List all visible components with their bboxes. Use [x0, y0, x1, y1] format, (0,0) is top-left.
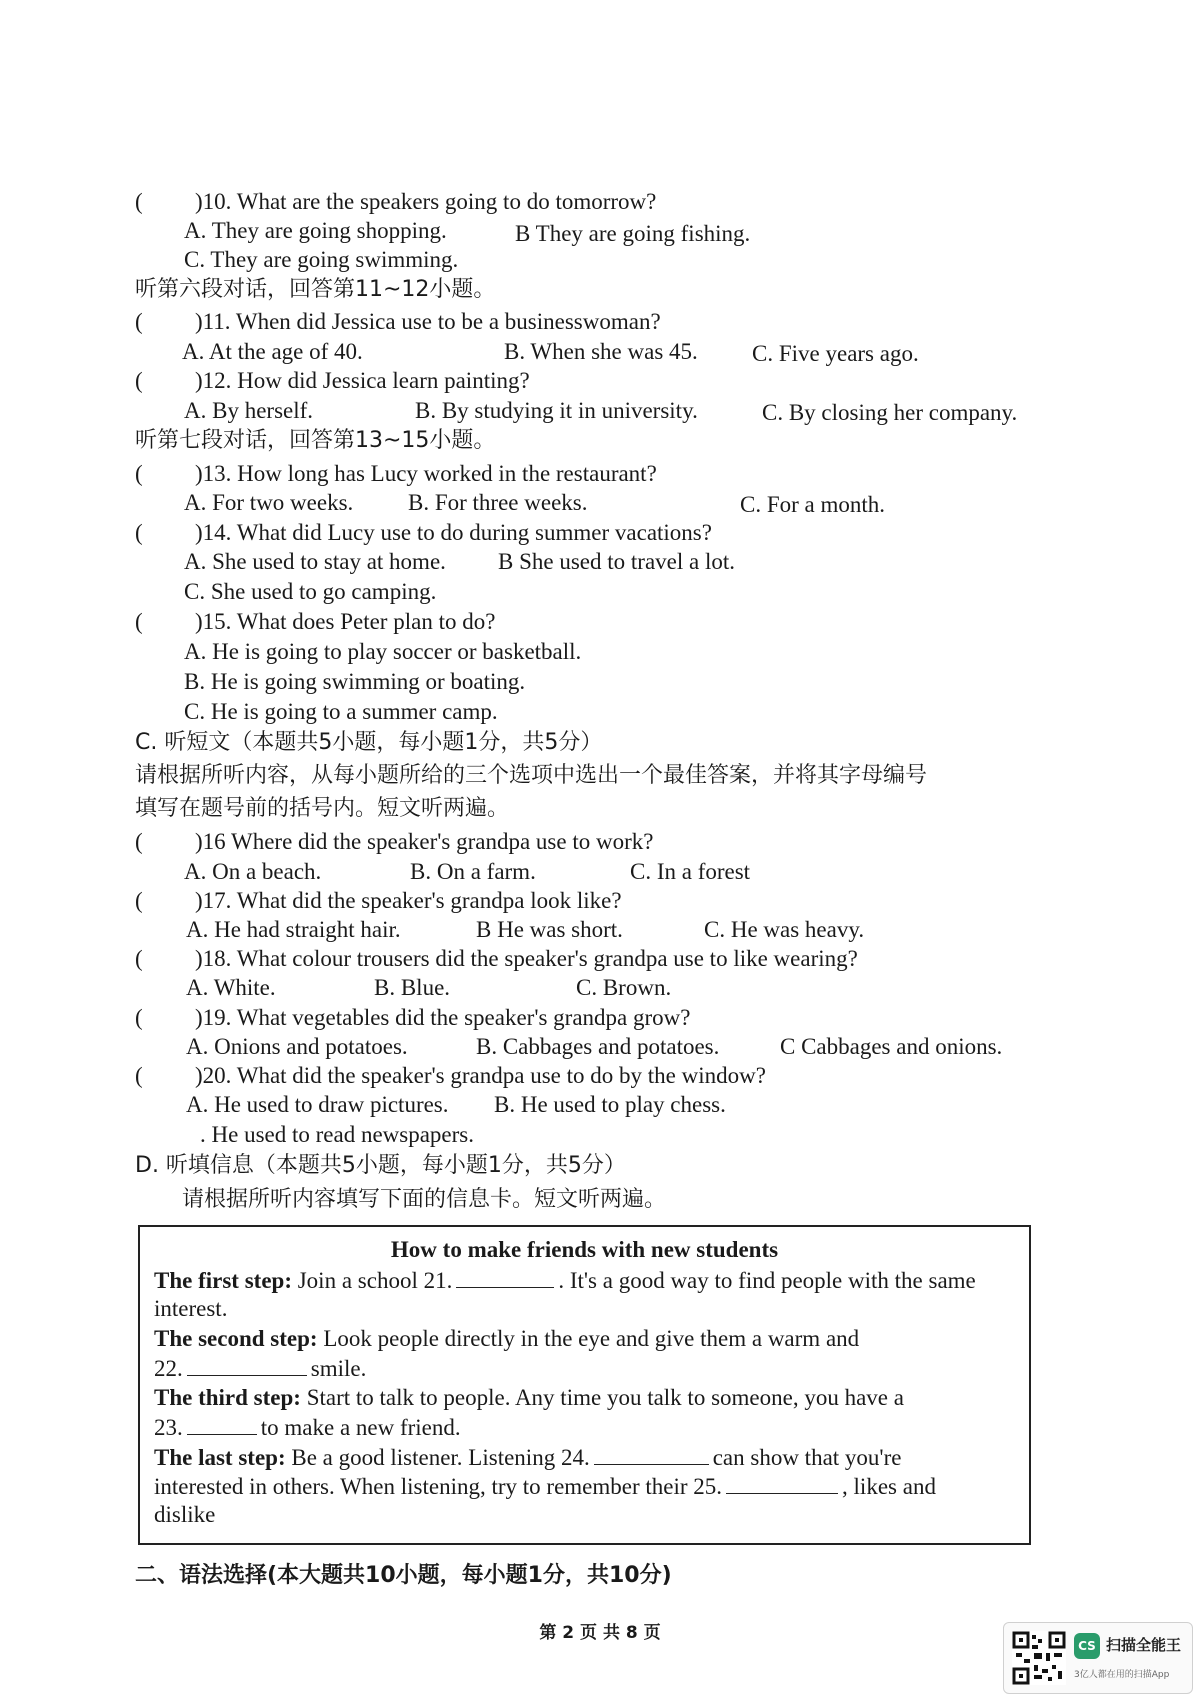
option-a: A. He had straight hair.	[186, 917, 401, 942]
option-c: C. Brown.	[576, 975, 672, 1000]
option-c: C. They are going swimming.	[184, 247, 459, 272]
question-text: )16 Where did the speaker's grandpa use to work?	[195, 829, 654, 854]
step-label: The third step:	[154, 1385, 301, 1410]
option-a: A. He is going to play soccer or basketball.	[184, 639, 582, 664]
question-text: )20. What did the speaker's grandpa use to do by the window?	[195, 1063, 766, 1088]
step-1	[154, 1265, 976, 1296]
step-3-cont	[154, 1412, 461, 1443]
option-c: C Cabbages and onions.	[780, 1034, 1003, 1059]
answer-paren[interactable]: (	[135, 609, 143, 634]
option-a: A. White.	[186, 975, 276, 1000]
answer-paren[interactable]: (	[135, 829, 143, 854]
option-b: B. When she was 45.	[504, 339, 698, 364]
option-a: A. Onions and potatoes.	[186, 1034, 408, 1059]
option-c: C. He was heavy.	[704, 917, 865, 942]
section-c-instructions: 请根据所听内容，从每小题所给的三个选项中选出一个最佳答案，并将其字母编号	[135, 763, 928, 788]
option-c: C. She used to go camping.	[184, 579, 437, 604]
answer-paren[interactable]: (	[135, 189, 143, 214]
step-text-cont: , likes and	[842, 1474, 936, 1499]
option-b: B. On a farm.	[410, 859, 536, 884]
step-text: interested in others. When listening, try to remember their 25.	[154, 1474, 723, 1499]
step-text: Start to talk to people. Any time you talk to someone, you have a	[306, 1385, 904, 1410]
option-a: A. He used to draw pictures.	[186, 1092, 449, 1117]
option-c: C. By closing her company.	[762, 400, 1018, 425]
step-1-cont: interest.	[154, 1296, 228, 1321]
step-2	[154, 1324, 859, 1354]
option-b: B. He is going swimming or boating.	[184, 669, 526, 694]
step-text: Look people directly in the eye and give them a warm and	[323, 1326, 860, 1351]
blank-number: 23.	[154, 1415, 183, 1440]
question-14	[135, 518, 712, 548]
question-16	[135, 827, 653, 857]
question-15	[135, 607, 495, 637]
option-b: B. Blue.	[374, 975, 451, 1000]
step-4-end: dislike	[154, 1502, 216, 1527]
answer-paren[interactable]: (	[135, 368, 143, 393]
question-text: )11. When did Jessica use to be a businesswoman?	[195, 309, 661, 334]
step-2-cont	[154, 1353, 366, 1384]
camscanner-logo: CS	[1074, 1633, 1100, 1659]
option-b: B They are going fishing.	[515, 221, 751, 246]
option-a: A. On a beach.	[184, 859, 322, 884]
option-a: A. She used to stay at home.	[184, 549, 446, 574]
question-11	[135, 307, 661, 337]
option-c: . He used to read newspapers.	[200, 1122, 474, 1147]
blank-number: 22.	[154, 1356, 183, 1381]
option-a: A. At the age of 40.	[182, 339, 363, 364]
option-b: B. Cabbages and potatoes.	[476, 1034, 720, 1059]
option-c: C. For a month.	[740, 492, 886, 517]
question-17	[135, 886, 622, 916]
answer-paren[interactable]: (	[135, 520, 143, 545]
section-d-instructions: 请根据所听内容填写下面的信息卡。短文听两遍。	[182, 1187, 667, 1212]
step-3	[154, 1383, 904, 1413]
blank-21[interactable]	[456, 1265, 554, 1288]
step-text-cont: . It's a good way to find people with the same	[558, 1268, 976, 1293]
option-c: C. He is going to a summer camp.	[184, 699, 498, 724]
section-2-title: 二、语法选择(本大题共10小题，每小题1分，共10分)	[135, 1563, 672, 1588]
option-c: C. Five years ago.	[752, 341, 919, 366]
qr-code-icon	[1012, 1631, 1066, 1685]
question-text: )10. What are the speakers going to do tomorrow?	[195, 189, 657, 214]
section-c-instructions-2: 填写在题号前的括号内。短文听两遍。	[135, 796, 510, 821]
question-text: )15. What does Peter plan to do?	[195, 609, 496, 634]
question-18	[135, 944, 858, 974]
question-text: )14. What did Lucy use to do during summer vacations?	[195, 520, 712, 545]
question-text: )18. What colour trousers did the speaker's grandpa use to like wearing?	[195, 946, 858, 971]
option-b: B. By studying it in university.	[415, 398, 698, 423]
blank-23[interactable]	[187, 1412, 257, 1435]
answer-paren[interactable]: (	[135, 1063, 143, 1088]
step-4-cont	[154, 1471, 936, 1502]
step-label: The first step:	[154, 1268, 292, 1293]
question-10	[135, 187, 656, 217]
question-20	[135, 1061, 766, 1091]
question-text: )13. How long has Lucy worked in the restaurant?	[195, 461, 657, 486]
dialog-6-heading: 听第六段对话，回答第11~12小题。	[135, 277, 496, 302]
answer-paren[interactable]: (	[135, 946, 143, 971]
question-12	[135, 366, 530, 396]
step-text-cont: smile.	[310, 1356, 367, 1381]
option-a: A. For two weeks.	[184, 490, 354, 515]
question-text: )19. What vegetables did the speaker's grandpa grow?	[195, 1005, 691, 1030]
answer-paren[interactable]: (	[135, 1005, 143, 1030]
blank-24[interactable]	[594, 1442, 709, 1465]
section-c-title: C. 听短文（本题共5小题，每小题1分，共5分）	[135, 730, 603, 755]
step-label: The last step:	[154, 1445, 286, 1470]
question-text: )17. What did the speaker's grandpa look like?	[195, 888, 622, 913]
info-card-title: How to make friends with new students	[390, 1237, 779, 1262]
option-b: B. He used to play chess.	[494, 1092, 726, 1117]
option-b: B. For three weeks.	[408, 490, 588, 515]
option-b: B She used to travel a lot.	[498, 549, 735, 574]
question-13	[135, 459, 657, 489]
blank-22[interactable]	[187, 1353, 307, 1376]
camscanner-tagline: 3亿人都在用的扫描App	[1074, 1670, 1170, 1680]
answer-paren[interactable]: (	[135, 888, 143, 913]
step-text-cont: to make a new friend.	[260, 1415, 461, 1440]
option-a: A. They are going shopping.	[184, 218, 447, 243]
question-text: )12. How did Jessica learn painting?	[195, 368, 530, 393]
blank-25[interactable]	[726, 1471, 838, 1494]
option-a: A. By herself.	[184, 398, 314, 423]
option-b: B He was short.	[476, 917, 623, 942]
page-number: 第 2 页 共 8 页	[539, 1623, 661, 1643]
camscanner-name: 扫描全能王	[1106, 1636, 1182, 1654]
dialog-7-heading: 听第七段对话，回答第13~15小题。	[135, 428, 496, 453]
question-19	[135, 1003, 691, 1033]
scanner-watermark	[1003, 1622, 1193, 1694]
answer-paren[interactable]: (	[135, 309, 143, 334]
step-text-cont: can show that you're	[712, 1445, 902, 1470]
info-card	[138, 1225, 1031, 1545]
option-c: C. In a forest	[630, 859, 751, 884]
step-text: Be a good listener. Listening 24.	[291, 1445, 590, 1470]
step-text: Join a school 21.	[297, 1268, 453, 1293]
step-label: The second step:	[154, 1326, 318, 1351]
section-d-title: D. 听填信息（本题共5小题，每小题1分，共5分）	[135, 1153, 626, 1178]
answer-paren[interactable]: (	[135, 461, 143, 486]
step-4	[154, 1442, 901, 1473]
